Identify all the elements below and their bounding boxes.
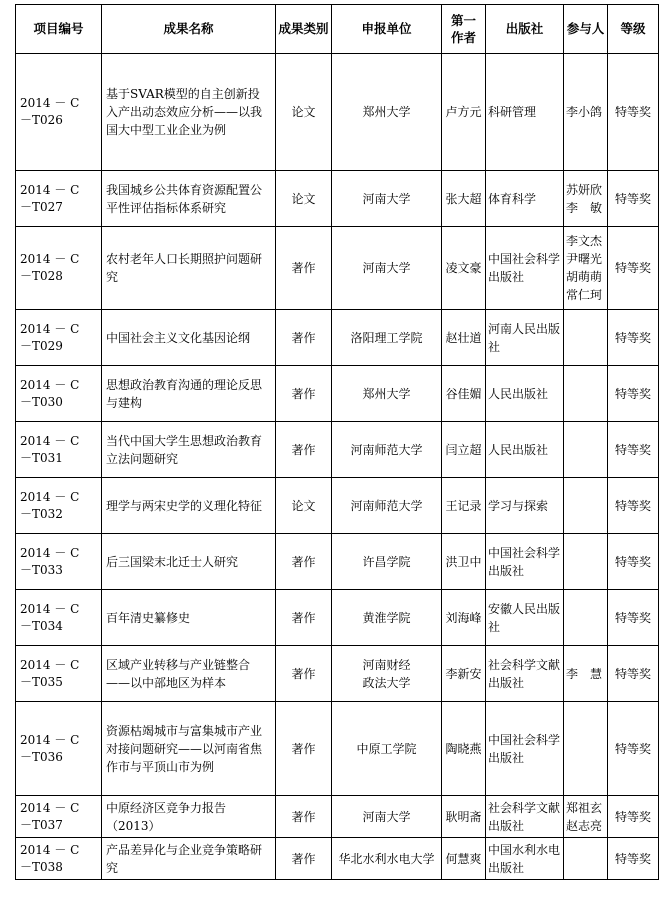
publisher-cell: 人民出版社: [486, 366, 564, 422]
table-row: [16, 422, 659, 478]
author-cell: 刘海峰: [442, 590, 486, 646]
header-publisher: 出版社: [486, 5, 564, 54]
table-row: [16, 171, 659, 227]
header-row: [16, 5, 659, 54]
type-cell: 著作: [276, 310, 332, 366]
code-line-1: 2014 － C: [20, 96, 80, 110]
awards-table: [15, 4, 659, 880]
code-cell: [16, 54, 102, 171]
type-cell: 著作: [276, 646, 332, 702]
author-cell: 凌文豪: [442, 227, 486, 310]
header-author: 第一 作者: [442, 5, 486, 54]
code-line-1: 2014 － C: [20, 252, 80, 266]
grade-cell: 特等奖: [608, 838, 659, 880]
code-line-2: －T034: [20, 618, 63, 633]
unit-cell: 河南师范大学: [332, 422, 442, 478]
code-line-1: 2014 － C: [20, 732, 80, 747]
author-cell: 耿明斋: [442, 796, 486, 838]
type-cell: 著作: [276, 838, 332, 880]
unit-cell: 河南财经 政法大学: [332, 646, 442, 702]
code-line-2: －T028: [20, 269, 63, 283]
code-line-2: －T037: [20, 817, 63, 832]
code-cell: [16, 310, 102, 366]
title-cell: 中原经济区竞争力报告（2013）: [102, 796, 276, 838]
author-cell: 洪卫中: [442, 534, 486, 590]
grade-cell: 特等奖: [608, 590, 659, 646]
participants-cell: 郑祖玄 赵志亮: [564, 796, 608, 838]
code-line-2: －T031: [20, 450, 63, 465]
type-cell: 著作: [276, 534, 332, 590]
type-cell: 著作: [276, 227, 332, 310]
title-cell: 后三国梁末北迁士人研究: [102, 534, 276, 590]
table-row: [16, 646, 659, 702]
code-line-1: 2014 － C: [20, 800, 80, 815]
type-cell: 论文: [276, 54, 332, 171]
code-cell: [16, 422, 102, 478]
header-type: 成果类别: [276, 5, 332, 54]
author-cell: 赵壮道: [442, 310, 486, 366]
table-row: [16, 54, 659, 171]
author-cell: 卢方元: [442, 54, 486, 171]
table-row: [16, 366, 659, 422]
grade-cell: 特等奖: [608, 422, 659, 478]
publisher-cell: 人民出版社: [486, 422, 564, 478]
author-cell: 谷佳媚: [442, 366, 486, 422]
participants-cell: 李 慧: [564, 646, 608, 702]
participants-cell: 李小鸽: [564, 54, 608, 171]
unit-cell: 河南大学: [332, 796, 442, 838]
table-row: [16, 534, 659, 590]
code-line-1: 2014 － C: [20, 377, 80, 392]
type-cell: 著作: [276, 590, 332, 646]
unit-cell: 洛阳理工学院: [332, 310, 442, 366]
code-line-2: －T032: [20, 506, 63, 521]
title-cell: 区域产业转移与产业链整合——以中部地区为样本: [102, 646, 276, 702]
publisher-cell: 社会科学文献出版社: [486, 646, 564, 702]
title-cell: 农村老年人口长期照护问题研究: [102, 227, 276, 310]
title-cell: 资源枯竭城市与富集城市产业对接问题研究——以河南省焦作市与平顶山市为例: [102, 702, 276, 796]
title-cell: 基于SVAR模型的自主创新投入产出动态效应分析——以我国大中型工业企业为例: [102, 54, 276, 171]
participants-cell: 李文杰 尹曙光 胡萌萌 常仁珂: [564, 227, 608, 310]
code-cell: [16, 366, 102, 422]
grade-cell: 特等奖: [608, 227, 659, 310]
unit-cell: 郑州大学: [332, 54, 442, 171]
code-cell: [16, 171, 102, 227]
code-cell: [16, 534, 102, 590]
grade-cell: 特等奖: [608, 702, 659, 796]
table-row: [16, 702, 659, 796]
header-grade: 等级: [608, 5, 659, 54]
publisher-cell: 河南人民出版社: [486, 310, 564, 366]
author-cell: 何慧爽: [442, 838, 486, 880]
table-row: [16, 310, 659, 366]
code-line-2: －T038: [20, 859, 63, 874]
header-code: 项目编号: [16, 5, 102, 54]
code-line-2: －T027: [20, 199, 63, 214]
unit-cell: 河南大学: [332, 171, 442, 227]
grade-cell: 特等奖: [608, 796, 659, 838]
grade-cell: 特等奖: [608, 478, 659, 534]
participants-cell: [564, 838, 608, 880]
code-line-1: 2014 － C: [20, 433, 80, 448]
publisher-cell: 社会科学文献出版社: [486, 796, 564, 838]
unit-cell: 黄淮学院: [332, 590, 442, 646]
author-cell: 李新安: [442, 646, 486, 702]
author-cell: 张大超: [442, 171, 486, 227]
grade-cell: 特等奖: [608, 534, 659, 590]
grade-cell: 特等奖: [608, 646, 659, 702]
table-row: [16, 838, 659, 880]
grade-cell: 特等奖: [608, 310, 659, 366]
participants-cell: [564, 478, 608, 534]
participants-cell: [564, 422, 608, 478]
grade-cell: 特等奖: [608, 366, 659, 422]
author-cell: 闫立超: [442, 422, 486, 478]
code-line-1: 2014 － C: [20, 321, 80, 336]
code-cell: [16, 590, 102, 646]
grade-cell: 特等奖: [608, 171, 659, 227]
header-name: 成果名称: [102, 5, 276, 54]
unit-cell: 郑州大学: [332, 366, 442, 422]
code-cell: [16, 796, 102, 838]
author-cell: 王记录: [442, 478, 486, 534]
code-line-1: 2014 － C: [20, 601, 80, 616]
table-row: [16, 796, 659, 838]
code-line-2: －T036: [20, 749, 63, 764]
publisher-cell: 中国社会科学出版社: [486, 702, 564, 796]
code-cell: [16, 646, 102, 702]
participants-cell: [564, 534, 608, 590]
code-line-1: 2014 － C: [20, 657, 80, 672]
grade-cell: 特等奖: [608, 54, 659, 171]
unit-cell: 华北水利水电大学: [332, 838, 442, 880]
code-cell: [16, 702, 102, 796]
title-cell: 中国社会主义文化基因论纲: [102, 310, 276, 366]
code-line-2: －T026: [20, 113, 63, 127]
code-line-2: －T035: [20, 674, 63, 689]
header-participants: 参与人: [564, 5, 608, 54]
author-cell: 陶晓燕: [442, 702, 486, 796]
title-cell: 产品差异化与企业竞争策略研究: [102, 838, 276, 880]
unit-cell: 中原工学院: [332, 702, 442, 796]
publisher-cell: 中国社会科学出版社: [486, 227, 564, 310]
title-cell: 百年清史纂修史: [102, 590, 276, 646]
code-cell: [16, 478, 102, 534]
type-cell: 著作: [276, 366, 332, 422]
publisher-cell: 体育科学: [486, 171, 564, 227]
type-cell: 著作: [276, 702, 332, 796]
code-cell: [16, 838, 102, 880]
code-line-1: 2014 － C: [20, 545, 80, 560]
code-line-2: －T029: [20, 338, 63, 353]
table-row: [16, 227, 659, 310]
code-line-1: 2014 － C: [20, 182, 80, 197]
code-line-2: －T033: [20, 562, 63, 577]
header-unit: 申报单位: [332, 5, 442, 54]
table-row: [16, 478, 659, 534]
type-cell: 著作: [276, 422, 332, 478]
publisher-cell: 中国水利水电出版社: [486, 838, 564, 880]
title-cell: 当代中国大学生思想政治教育立法问题研究: [102, 422, 276, 478]
publisher-cell: 中国社会科学出版社: [486, 534, 564, 590]
unit-cell: 许昌学院: [332, 534, 442, 590]
type-cell: 论文: [276, 478, 332, 534]
participants-cell: [564, 366, 608, 422]
participants-cell: [564, 310, 608, 366]
code-line-1: 2014 － C: [20, 489, 80, 504]
unit-cell: 河南师范大学: [332, 478, 442, 534]
title-cell: 我国城乡公共体育资源配置公平性评估指标体系研究: [102, 171, 276, 227]
unit-cell: 河南大学: [332, 227, 442, 310]
publisher-cell: 科研管理: [486, 54, 564, 171]
code-line-1: 2014 － C: [20, 842, 80, 857]
participants-cell: 苏妍欣 李 敏: [564, 171, 608, 227]
publisher-cell: 安徽人民出版社: [486, 590, 564, 646]
code-cell: [16, 227, 102, 310]
participants-cell: [564, 590, 608, 646]
title-cell: 思想政治教育沟通的理论反思与建构: [102, 366, 276, 422]
code-line-2: －T030: [20, 394, 63, 409]
type-cell: 论文: [276, 171, 332, 227]
type-cell: 著作: [276, 796, 332, 838]
table-row: [16, 590, 659, 646]
publisher-cell: 学习与探索: [486, 478, 564, 534]
participants-cell: [564, 702, 608, 796]
title-cell: 理学与两宋史学的义理化特征: [102, 478, 276, 534]
